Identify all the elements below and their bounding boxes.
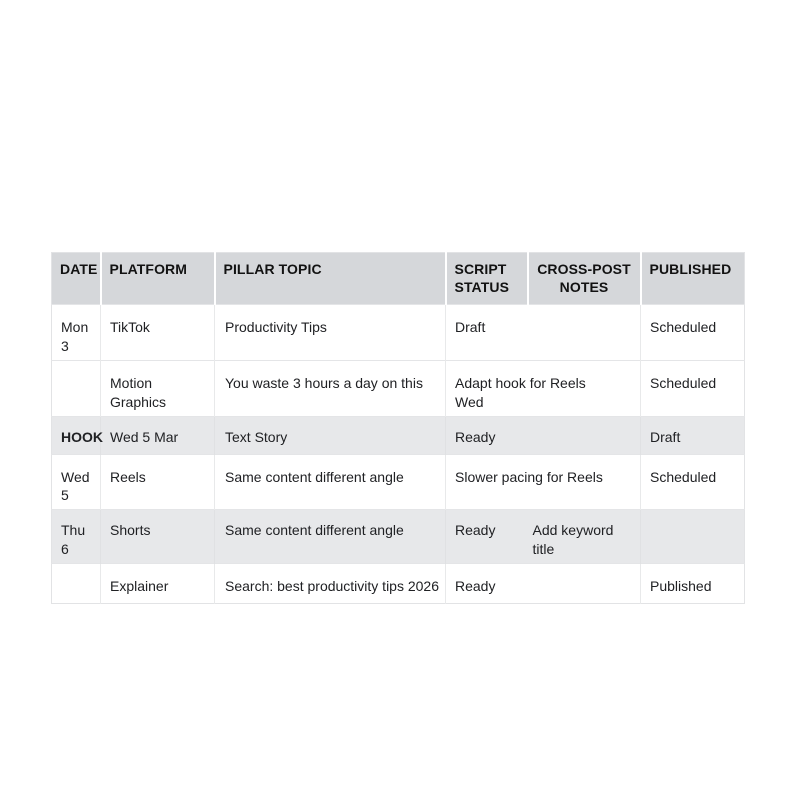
cell-published [641, 510, 745, 564]
table-row [52, 454, 745, 510]
column-header-script-status: SCRIPT STATUS [446, 253, 528, 305]
cell-published: Published [641, 564, 745, 604]
table-row [52, 305, 745, 361]
cell-platform: Wed 5 Mar [101, 416, 215, 454]
cell-status-notes: Slower pacing for Reels [446, 454, 641, 510]
cell-date [52, 564, 101, 604]
table-row [52, 360, 745, 416]
cell-date: HOOK [52, 416, 101, 454]
cell-pillar-topic: You waste 3 hours a day on this [215, 360, 446, 416]
cell-status-notes: Adapt hook for Reels Wed [446, 360, 641, 416]
column-header-platform: PLATFORM [101, 253, 215, 305]
cell-status-notes: Ready [446, 564, 641, 604]
column-header-date: DATE [52, 253, 101, 305]
cell-pillar-topic: Text Story [215, 416, 446, 454]
cell-date: Thu 6 [52, 510, 101, 564]
cell-status-notes: Ready [446, 416, 641, 454]
cell-platform: Reels [101, 454, 215, 510]
header-row [52, 253, 745, 305]
cell-pillar-topic: Same content different angle [215, 510, 446, 564]
column-header-cross-post-notes: CROSS-POST NOTES [528, 253, 641, 305]
cell-date [52, 360, 101, 416]
cell-pillar-topic: Same content different angle [215, 454, 446, 510]
table-header [52, 253, 745, 305]
table-row [52, 510, 745, 564]
cell-published: Scheduled [641, 305, 745, 361]
cell-platform: Explainer [101, 564, 215, 604]
column-header-pillar-topic: PILLAR TOPIC [215, 253, 446, 305]
table-row [52, 564, 745, 604]
cell-platform: Shorts [101, 510, 215, 564]
cell-pillar-topic: Search: best productivity tips 2026 [215, 564, 446, 604]
cell-platform: TikTok [101, 305, 215, 361]
cell-date: Mon 3 [52, 305, 101, 361]
cell-published: Scheduled [641, 454, 745, 510]
cell-cross-post-notes: Add keyword title [528, 510, 641, 564]
content-calendar-table [51, 252, 745, 604]
cell-script-status: Ready [446, 510, 528, 564]
cell-status-notes: Draft [446, 305, 641, 361]
cell-date: Wed 5 [52, 454, 101, 510]
cell-pillar-topic: Productivity Tips [215, 305, 446, 361]
cell-published: Draft [641, 416, 745, 454]
column-header-published: PUBLISHED [641, 253, 745, 305]
cell-published: Scheduled [641, 360, 745, 416]
cell-platform: Motion Graphics [101, 360, 215, 416]
table-body [52, 305, 745, 604]
table-row [52, 416, 745, 454]
